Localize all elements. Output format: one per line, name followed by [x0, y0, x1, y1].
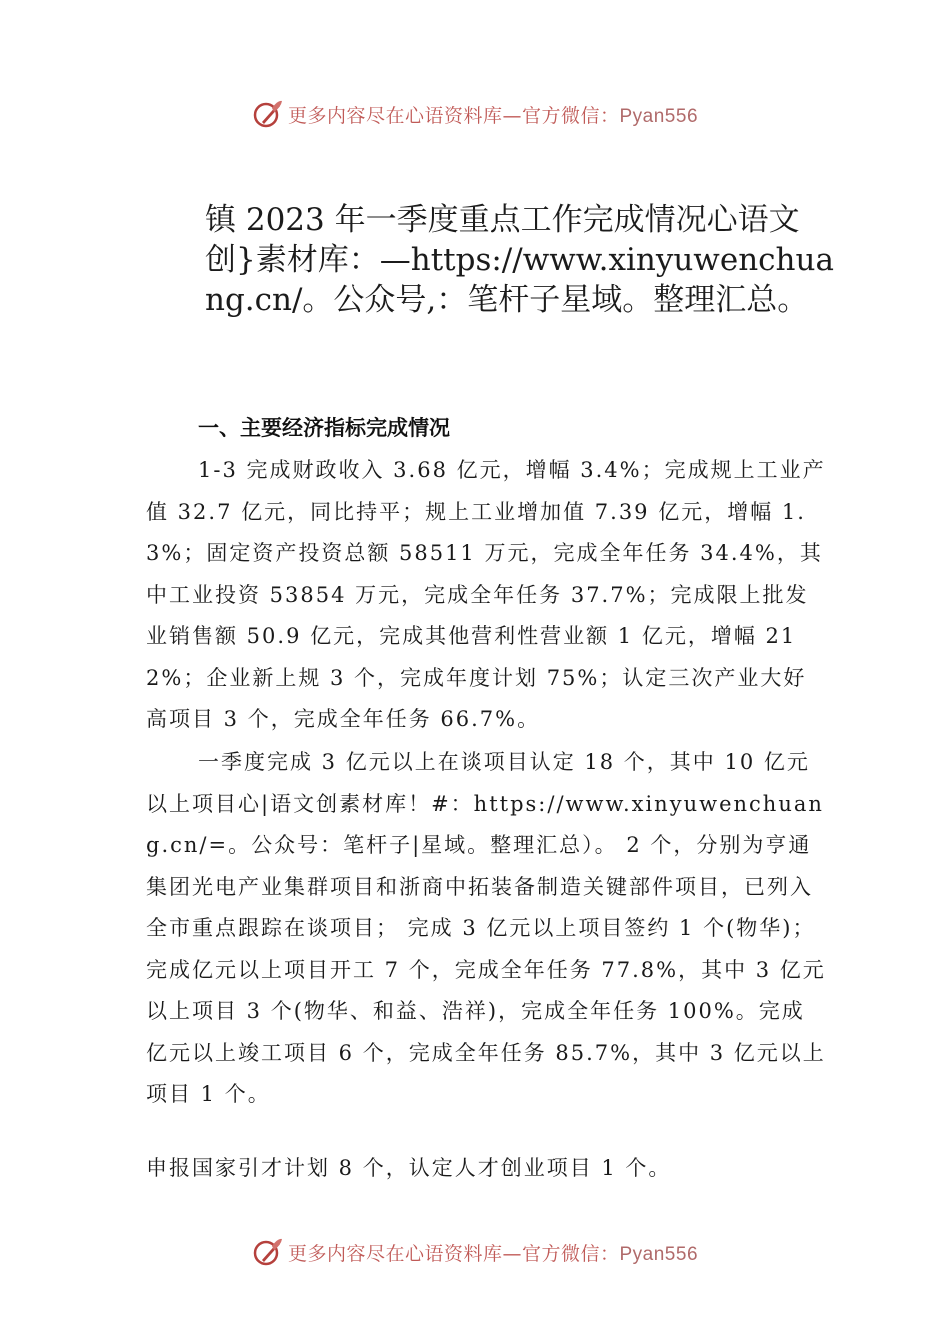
paragraph-economic-indicators: 1-3 完成财政收入 3.68 亿元，增幅 3.4%；完成规上工业产值 32.7 亿元，同比持平；规上工业增加值 7.39 亿元，增幅 1.3%；固定资产投资总额 58511 万元，完成全年任务 34.4%，其中工业投资 53854 万元，完成全年任务 37.7%；完成限上批发业销售额 50.9 亿元，完成其他营利性营业额 1 亿元，增幅 212%；企业新上规 3 个，完成年度计划 75%；认定三次产业大好高项目 3 个，完成全年任务 66.7%。 [146, 458, 826, 731]
banner-wechat-id: Pyan556 [619, 1243, 699, 1265]
quill-pen-logo-icon [252, 98, 284, 130]
header-banner [0, 94, 950, 134]
quill-pen-logo-icon [252, 1236, 284, 1268]
banner-wechat-id: Pyan556 [619, 105, 699, 127]
banner-text: 更多内容尽在心语资料库—官方微信：Pyan556 [287, 104, 699, 127]
paragraph-projects: 一季度完成 3 亿元以上在谈项目认定 18 个，其中 10 亿元以上项目心|语文创素材库！#：https://www.xinyuwenchuang.cn/=。公众号：笔杆子|星域。整理汇总）。 2 个，分别为亨通集团光电产业集群项目和浙商中拓装备制造关键部件项目，已列入全市重点跟踪在谈项目； 完成 3 亿元以上项目签约 1 个(物华)；完成亿元以上项目开工 7 个，完成全年任务 77.8%，其中 3 亿元以上项目 3 个(物华、和益、浩祥)，完成全年任务 100%。完成亿元以上竣工项目 6 个，完成全年任务 85.7%，其中 3 亿元以上项目 1 个。 [146, 750, 826, 1106]
section-heading: 一、主要经济指标完成情况 [198, 416, 450, 440]
document-title: 镇 2023 年一季度重点工作完成情况心语文创}素材库：—https://www.xinyuwenchuang.cn/。公众号,：笔杆子星域。整理汇总。 [205, 202, 834, 318]
paragraph-talent: 申报国家引才计划 8 个，认定人才创业项目 1 个。 [146, 1156, 672, 1180]
banner-text: 更多内容尽在心语资料库—官方微信：Pyan556 [287, 1242, 699, 1265]
footer-banner [0, 1232, 950, 1272]
